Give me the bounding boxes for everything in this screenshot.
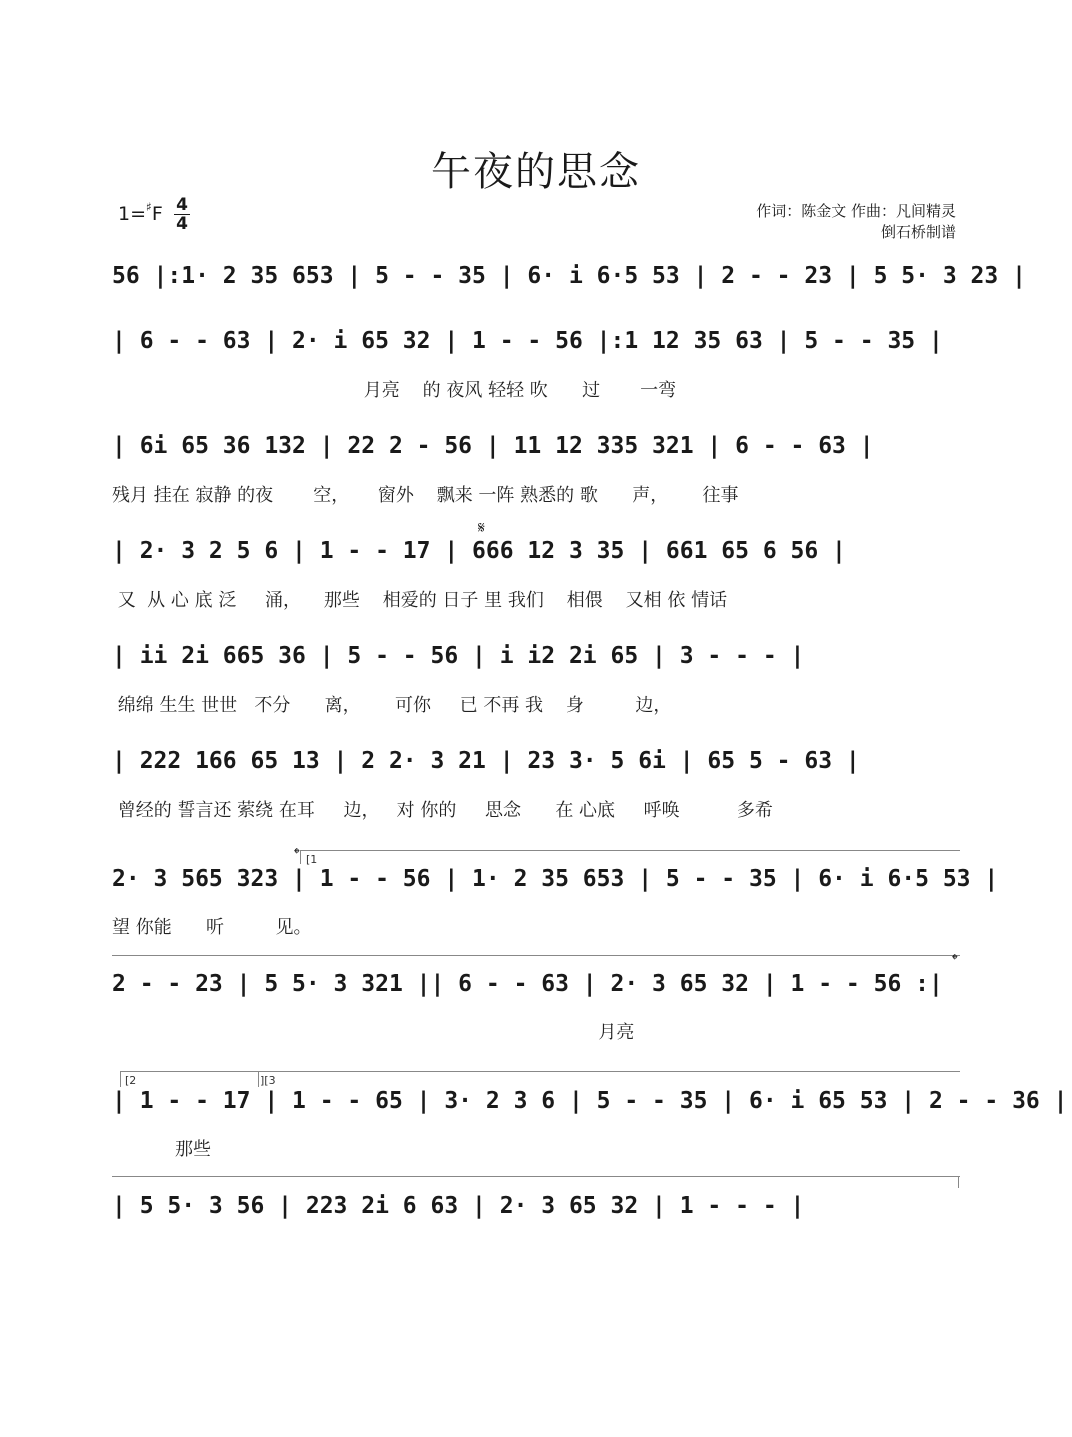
key-signature [118, 200, 163, 225]
lyrics-line-4: 又 从 心 底 泛 涌， 那些 相爱的 日子 里 我们 相偎 又相 依 情话 [112, 590, 728, 611]
score-line-5 [112, 643, 960, 683]
score-line-7 [112, 866, 999, 906]
ending-bracket-1 [300, 850, 960, 851]
lyrics-line-9: 那些 [112, 1139, 211, 1160]
ending-bracket-2-post [120, 1071, 121, 1087]
lyrics-line-7: 望 你能 听 见。 [112, 917, 312, 938]
notes-line-10: | 5 5· 3 56 | 223 2i 6 63 | 2· 3 65 32 | 1 - - - | [112, 1193, 805, 1219]
coda-sign-2: 𝄌 [952, 950, 958, 969]
lyrics-line-2: 月亮 的 夜风 轻轻 吹 过 一弯 [112, 380, 677, 401]
notes-line-4: | 2· 3 2 5 6 | 1 - - 17 | 666 12 3 35 | 661 65 6 56 | [112, 538, 846, 564]
notes-line-1: 56 |:1· 2 35 653 | 5 - - 35 | 6· i 6·5 53 | 2 - - 23 | 5 5· 3 23 | [112, 263, 1026, 289]
score-line-10 [112, 1193, 960, 1233]
score-line-4 [112, 538, 960, 578]
score-line-8 [112, 971, 960, 1011]
notes-line-8: 2 - - 23 | 5 5· 3 321 || 6 - - 63 | 2· 3 65 32 | 1 - - 56 :| [112, 971, 943, 997]
time-signature [174, 196, 190, 233]
ending-bracket-3-post [258, 1071, 259, 1087]
key-note: F [151, 203, 163, 225]
score-line-1 [112, 263, 1026, 303]
score-line-3 [112, 433, 960, 473]
segno-sign: 𝄋 [478, 518, 485, 537]
ending-label-3: ][3 [260, 1074, 276, 1087]
ending-label-2: [2 [125, 1074, 137, 1087]
song-title: 午夜的思念 [431, 149, 641, 195]
ending-bracket-1-post [300, 850, 301, 864]
sharp-sign: ♯ [146, 200, 152, 214]
key-prefix: 1= [118, 203, 147, 225]
time-signature-top: 4 [176, 195, 188, 215]
notes-line-5: | ii 2i 665 36 | 5 - - 56 | i i2 2i 65 | 3 - - - | [112, 643, 805, 669]
ending-bracket-2 [120, 1071, 960, 1072]
notes-line-6: | 222 166 65 13 | 2 2· 3 21 | 23 3· 5 6i | 65 5 - 63 | [112, 748, 860, 774]
score-line-6 [112, 748, 960, 788]
lyrics-line-6: 曾经的 誓言还 萦绕 在耳 边， 对 你的 思念 在 心底 呼唤 多希 [112, 800, 773, 821]
score-line-2 [112, 328, 960, 368]
notes-line-2: | 6 - - 63 | 2· i 65 32 | 1 - - 56 |:1 12 35 63 | 5 - - 35 | [112, 328, 943, 354]
lyrics-line-3: 残月 挂在 寂静 的夜 空， 窗外 飘来 一阵 熟悉的 歌 声， 往事 [112, 485, 739, 506]
coda-sign-1: 𝄌 [294, 844, 300, 863]
ending-rule-10 [112, 1176, 960, 1177]
lyrics-line-8: 月亮 [112, 1022, 635, 1043]
credit-composer: 作词：陈金文 作曲：凡间精灵 [756, 202, 956, 220]
notes-line-9: | 1 - - 17 | 1 - - 65 | 3· 2 3 6 | 5 - - 35 | 6· i 65 53 | 2 - - 36 | [112, 1088, 1068, 1114]
ending-rule-10-post [958, 1176, 959, 1188]
notes-line-7: 2· 3 565 323 | 1 - - 56 | 1· 2 35 653 | 5 - - 35 | 6· i 6·5 53 | [112, 866, 999, 892]
time-signature-bottom: 4 [174, 214, 190, 233]
notes-line-3: | 6i 65 36 132 | 22 2 - 56 | 11 12 335 321 | 6 - - 63 | [112, 433, 874, 459]
score-line-9 [112, 1088, 1068, 1128]
ending-label-1: [1 [306, 853, 318, 866]
ending-rule-8 [112, 955, 960, 956]
credit-arranger: 倒石桥制谱 [880, 223, 956, 241]
lyrics-line-5: 绵绵 生生 世世 不分 离， 可你 已 不再 我 身 边， [112, 695, 672, 716]
